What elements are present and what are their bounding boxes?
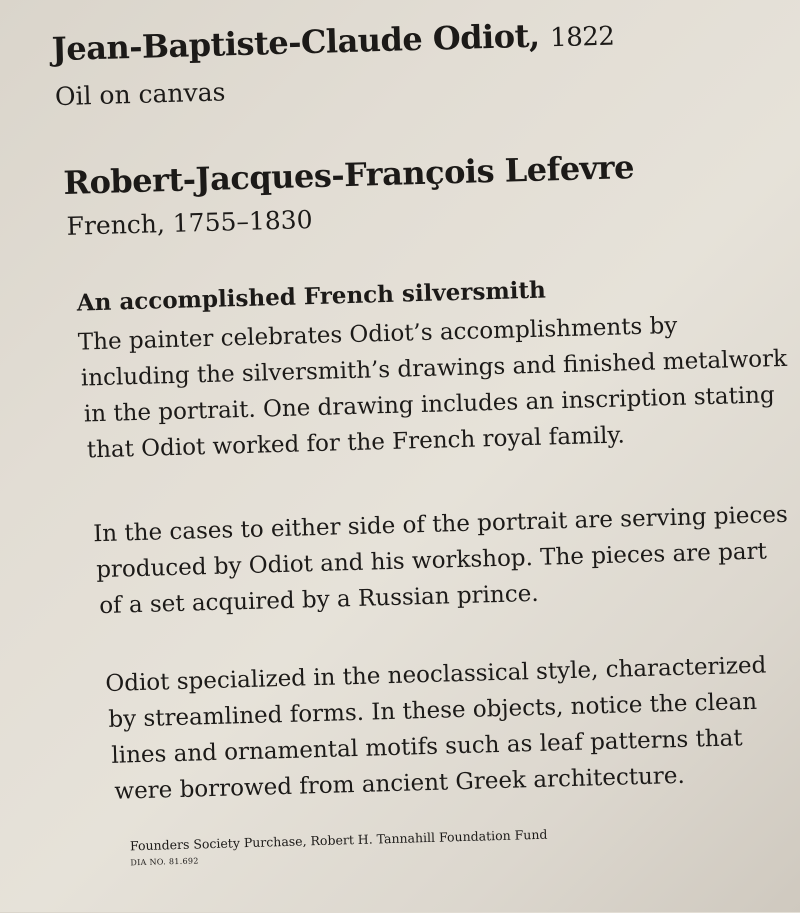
accession-number: DIA NO. 81.692	[130, 856, 199, 868]
paragraph1-line: that Odiot worked for the French royal family.	[86, 422, 626, 464]
paragraph3-line: were borrowed from ancient Greek architecture.	[114, 762, 686, 805]
paragraph3-line: lines and ornamental motifs such as leaf patterns that	[111, 725, 743, 769]
artist-nationality-dates: French, 1755–1830	[66, 205, 313, 241]
paragraph1-line: including the silversmith’s drawings and finished metalwork	[80, 345, 788, 392]
paragraph2-line: produced by Odiot and his workshop. The pieces are part	[95, 538, 768, 584]
paragraph3-line: by streamlined forms. In these objects, notice the clean	[108, 688, 758, 733]
artist-name: Robert-Jacques-François Lefevre	[62, 148, 635, 202]
paragraph1-line: The painter celebrates Odiot’s accomplishments by	[77, 312, 678, 356]
paragraph2-line: In the cases to either side of the portrait are serving pieces	[92, 501, 789, 548]
artwork-medium: Oil on canvas	[54, 77, 226, 112]
artwork-title: Jean-Baptiste-Claude Odiot,	[51, 16, 541, 69]
artwork-date: 1822	[549, 21, 615, 54]
credit-line: Founders Society Purchase, Robert H. Tannahill Foundation Fund	[129, 826, 548, 854]
paragraph2-line: of a set acquired by a Russian prince.	[98, 580, 539, 620]
description-heading: An accomplished French silversmith	[76, 276, 547, 317]
paragraph3-line: Odiot specialized in the neoclassical style, characterized	[105, 652, 767, 697]
artwork-title-line	[51, 15, 615, 69]
paragraph1-line: in the portrait. One drawing includes an inscription stating	[83, 382, 776, 428]
